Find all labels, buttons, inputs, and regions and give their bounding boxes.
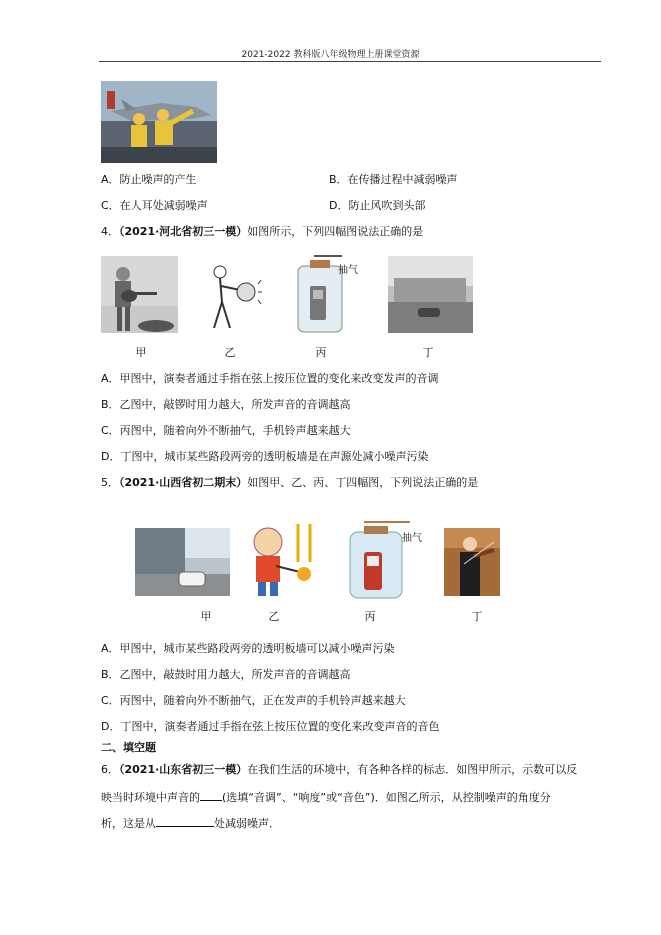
q4-stem-text: 如图所示，下列四幅图说法正确的是 <box>247 225 424 238</box>
q4-option-a: A．甲图中，演奏者通过手指在弦上按压位置的变化来改变发声的音调 <box>101 372 439 385</box>
q6-line3 <box>101 815 280 831</box>
q5-option-c: C．丙图中，随着向外不断抽气，正在发声的手机铃声越来越大 <box>101 694 406 707</box>
q3-figure-carrier-crew <box>101 81 217 163</box>
q5-figure-jia-sound-barrier <box>135 528 230 596</box>
q4-source: （2021·河北省初三一模） <box>119 225 248 238</box>
header-divider <box>99 61 601 62</box>
q4-option-c: C．丙图中，随着向外不断抽气，手机铃声越来越大 <box>101 424 351 437</box>
q5-number: 5． <box>101 476 119 489</box>
q6-blank-1[interactable] <box>200 789 222 801</box>
q5-option-b: B．乙图中，敲鼓时用力越大，所发声音的音调越高 <box>101 668 351 681</box>
q6-line2 <box>101 789 551 805</box>
q4-label-ding: 丁 <box>422 346 434 359</box>
q3-option-a: A．防止噪声的产生 <box>101 173 197 186</box>
q4-option-d: D．丁图中，城市某些路段两旁的透明板墙是在声源处减小噪声污染 <box>101 450 429 463</box>
q5-pump-label: 抽气 <box>402 533 422 544</box>
q6-line1-text: 在我们生活的环境中，有各种各样的标志．如图甲所示，示数可以反 <box>247 763 578 776</box>
q4-stem <box>101 225 423 239</box>
section-fill-in-title: 二、填空题 <box>101 741 156 754</box>
page-header: 2021-2022 教科版八年级物理上册课堂资源 <box>241 50 420 60</box>
q3-option-c: C．在人耳处减弱噪声 <box>101 199 208 212</box>
q3-option-d: D．防止风吹到头部 <box>329 199 426 212</box>
q3-option-b: B．在传播过程中减弱噪声 <box>329 173 458 186</box>
q4-number: 4． <box>101 225 119 238</box>
q5-label-ding: 丁 <box>471 610 483 623</box>
q5-stem-text: 如图甲、乙、丙、丁四幅图，下列说法正确的是 <box>247 476 479 489</box>
q6-blank-2[interactable] <box>156 815 214 827</box>
q5-figure-yi-drum <box>246 522 318 598</box>
q4-figure-ding-sound-barrier <box>388 256 473 333</box>
q6-number: 6． <box>101 763 119 776</box>
q5-label-yi: 乙 <box>268 610 280 623</box>
q6-line3-end: 处减弱噪声． <box>214 817 280 830</box>
q5-label-jia: 甲 <box>200 610 212 623</box>
q6-line2-end: (选填“音调”、“响度”或“音色”)．如图乙所示，从控制噪声的角度分 <box>222 791 551 804</box>
q6-line3-start: 析，这是从 <box>101 817 156 830</box>
q4-label-yi: 乙 <box>224 346 236 359</box>
q6-line2-start: 映当时环境中声音的 <box>101 791 200 804</box>
q4-label-bing: 丙 <box>315 346 327 359</box>
q4-option-b: B．乙图中，敲锣时用力越大，所发声音的音调越高 <box>101 398 351 411</box>
q6-source: （2021·山东省初三一模） <box>119 763 248 776</box>
q4-figure-jia-guitarist <box>101 256 178 333</box>
q5-option-a: A．甲图中，城市某些路段两旁的透明板墙可以减小噪声污染 <box>101 642 395 655</box>
q6-line1 <box>101 763 577 777</box>
q4-pump-label: 抽气 <box>338 265 358 276</box>
q4-label-jia: 甲 <box>135 346 147 359</box>
q4-figure-yi-gong <box>200 258 262 333</box>
q5-option-d: D．丁图中，演奏者通过手指在弦上按压位置的变化来改变声音的音色 <box>101 720 440 733</box>
q5-figure-ding-violinist <box>444 528 500 596</box>
q5-figure-bing-bell-jar <box>348 518 410 600</box>
q5-source: （2021·山西省初二期末） <box>119 476 248 489</box>
q5-label-bing: 丙 <box>364 610 376 623</box>
q5-stem <box>101 476 478 490</box>
